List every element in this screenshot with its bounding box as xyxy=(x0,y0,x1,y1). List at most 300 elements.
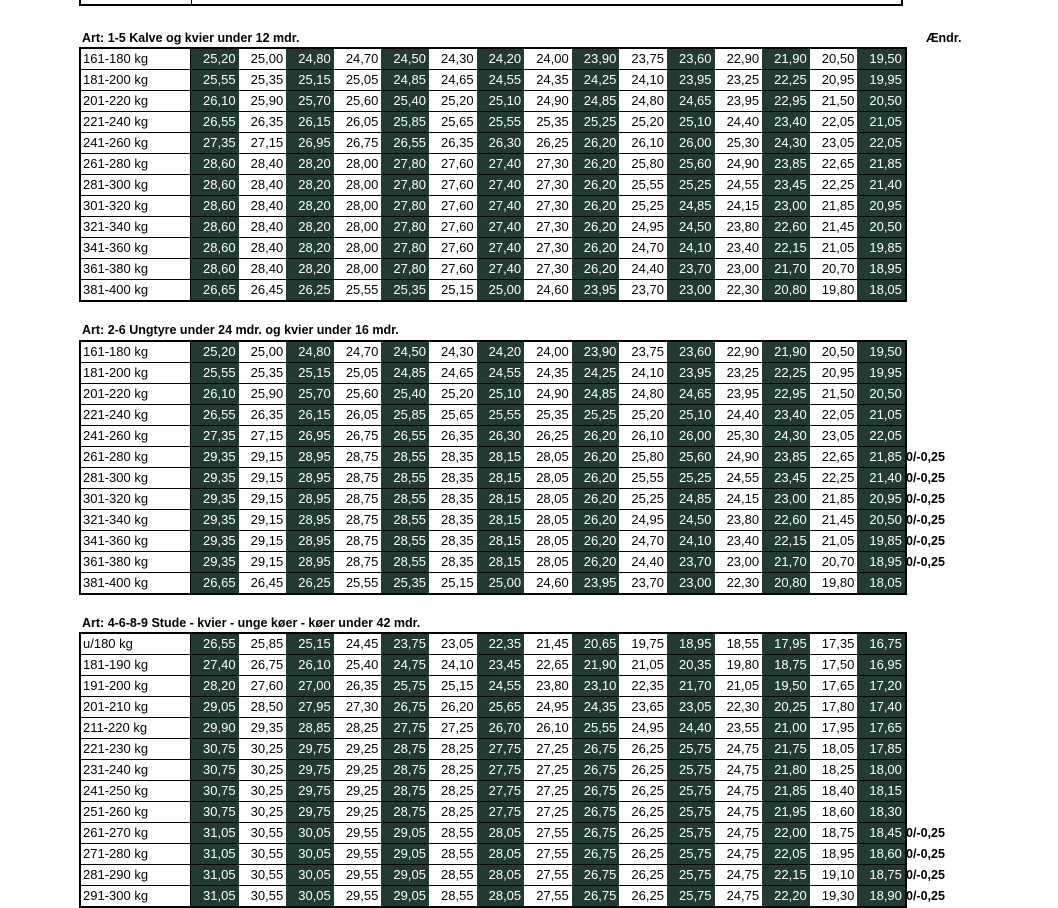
price-cell: 28,00 xyxy=(334,175,382,195)
table-row xyxy=(81,426,905,447)
weight-class-label: 321-340 kg xyxy=(81,510,191,530)
price-cell: 25,75 xyxy=(667,844,715,864)
price-cell: 26,45 xyxy=(239,573,287,593)
price-cell: 24,65 xyxy=(429,70,477,90)
price-cell: 17,95 xyxy=(810,718,858,738)
price-cell: 25,55 xyxy=(191,363,239,383)
price-cell: 25,75 xyxy=(667,886,715,906)
price-cell: 24,15 xyxy=(715,489,763,509)
price-cell: 27,55 xyxy=(524,823,572,843)
price-cell: 19,85 xyxy=(857,238,905,258)
price-cell: 29,55 xyxy=(334,886,382,906)
price-cell: 28,25 xyxy=(334,718,382,738)
price-cell: 28,55 xyxy=(429,865,477,885)
table-row xyxy=(81,468,905,489)
price-cell: 23,90 xyxy=(572,342,620,362)
price-cell: 24,20 xyxy=(477,49,525,69)
price-cell: 28,20 xyxy=(286,154,334,174)
price-cell: 25,25 xyxy=(667,468,715,488)
price-cell: 26,20 xyxy=(572,447,620,467)
weight-class-label: 361-380 kg xyxy=(81,259,191,279)
price-cell: 26,25 xyxy=(619,760,667,780)
price-cell: 25,10 xyxy=(477,91,525,111)
table-row xyxy=(81,363,905,384)
price-cell: 27,60 xyxy=(429,238,477,258)
weight-class-label: 181-200 kg xyxy=(81,70,191,90)
price-cell: 24,95 xyxy=(524,697,572,717)
price-cell: 25,85 xyxy=(239,634,287,654)
price-cell: 25,55 xyxy=(191,70,239,90)
price-cell: 24,85 xyxy=(381,70,429,90)
price-cell: 26,30 xyxy=(477,426,525,446)
price-cell: 24,60 xyxy=(524,573,572,593)
price-cell: 29,75 xyxy=(286,739,334,759)
price-cell: 30,25 xyxy=(239,760,287,780)
price-cell: 23,95 xyxy=(715,384,763,404)
price-cell: 23,60 xyxy=(667,342,715,362)
price-cell: 26,45 xyxy=(239,280,287,300)
price-cell: 26,35 xyxy=(239,112,287,132)
price-cell: 30,75 xyxy=(191,802,239,822)
price-cell: 18,05 xyxy=(857,573,905,593)
price-cell: 24,35 xyxy=(524,70,572,90)
price-cell: 28,35 xyxy=(429,447,477,467)
price-change-note: 0/-0,25 xyxy=(906,847,945,861)
price-cell: 25,15 xyxy=(286,70,334,90)
price-cell: 19,80 xyxy=(715,655,763,675)
price-cell: 24,10 xyxy=(667,531,715,551)
weight-class-label: 291-300 kg xyxy=(81,886,191,906)
price-cell: 25,65 xyxy=(429,405,477,425)
price-cell: 24,50 xyxy=(667,510,715,530)
price-cell: 21,85 xyxy=(857,154,905,174)
price-cell: 28,05 xyxy=(477,823,525,843)
price-cell: 25,80 xyxy=(619,447,667,467)
price-cell: 26,75 xyxy=(572,760,620,780)
price-cell: 25,40 xyxy=(381,384,429,404)
price-cell: 22,65 xyxy=(810,154,858,174)
section-title: Art: 1-5 Kalve og kvier under 12 mdr. xyxy=(82,31,300,45)
price-cell: 18,60 xyxy=(810,802,858,822)
price-cell: 27,40 xyxy=(477,238,525,258)
weight-class-label: 241-260 kg xyxy=(81,426,191,446)
price-cell: 30,25 xyxy=(239,739,287,759)
price-cell: 28,05 xyxy=(524,552,572,572)
price-cell: 24,10 xyxy=(429,655,477,675)
price-cell: 23,00 xyxy=(667,280,715,300)
price-cell: 18,95 xyxy=(857,552,905,572)
price-cell: 30,05 xyxy=(286,886,334,906)
price-cell: 26,25 xyxy=(524,426,572,446)
price-cell: 20,70 xyxy=(810,259,858,279)
price-cell: 19,75 xyxy=(619,634,667,654)
price-cell: 28,55 xyxy=(381,489,429,509)
price-cell: 29,35 xyxy=(191,510,239,530)
price-cell: 24,25 xyxy=(572,363,620,383)
price-cell: 28,15 xyxy=(477,489,525,509)
price-cell: 25,75 xyxy=(667,781,715,801)
price-cell: 29,55 xyxy=(334,865,382,885)
price-cell: 29,55 xyxy=(334,823,382,843)
price-cell: 25,00 xyxy=(239,342,287,362)
table-row xyxy=(81,886,905,906)
table-row xyxy=(81,91,905,112)
price-cell: 29,15 xyxy=(239,468,287,488)
price-cell: 28,55 xyxy=(381,531,429,551)
price-cell: 27,35 xyxy=(191,426,239,446)
price-cell: 28,35 xyxy=(429,552,477,572)
price-cell: 25,10 xyxy=(667,112,715,132)
price-cell: 25,55 xyxy=(334,573,382,593)
price-cell: 27,60 xyxy=(429,217,477,237)
price-cell: 18,30 xyxy=(857,802,905,822)
price-cell: 16,75 xyxy=(857,634,905,654)
price-cell: 26,65 xyxy=(191,280,239,300)
price-cell: 24,65 xyxy=(429,363,477,383)
price-cell: 20,50 xyxy=(857,510,905,530)
price-cell: 27,15 xyxy=(239,426,287,446)
table-row xyxy=(81,280,905,300)
price-cell: 26,15 xyxy=(286,405,334,425)
price-cell: 19,80 xyxy=(810,280,858,300)
price-cell: 27,80 xyxy=(381,259,429,279)
price-cell: 28,40 xyxy=(239,175,287,195)
price-cell: 24,55 xyxy=(477,363,525,383)
price-cell: 28,75 xyxy=(381,760,429,780)
price-cell: 26,25 xyxy=(286,280,334,300)
price-cell: 27,25 xyxy=(524,802,572,822)
price-cell: 25,05 xyxy=(334,363,382,383)
price-cell: 28,60 xyxy=(191,238,239,258)
price-cell: 28,20 xyxy=(286,259,334,279)
weight-class-label: 341-360 kg xyxy=(81,238,191,258)
price-cell: 26,20 xyxy=(572,489,620,509)
price-cell: 27,80 xyxy=(381,196,429,216)
price-cell: 26,75 xyxy=(572,739,620,759)
price-cell: 26,20 xyxy=(572,133,620,153)
price-cell: 19,10 xyxy=(810,865,858,885)
price-cell: 18,05 xyxy=(810,739,858,759)
price-cell: 25,75 xyxy=(667,760,715,780)
price-table xyxy=(79,632,907,908)
price-change-note: 0/-0,25 xyxy=(906,889,945,903)
price-cell: 24,80 xyxy=(286,49,334,69)
price-cell: 26,20 xyxy=(572,552,620,572)
price-cell: 28,75 xyxy=(381,781,429,801)
price-cell: 23,25 xyxy=(715,363,763,383)
price-cell: 30,55 xyxy=(239,844,287,864)
price-cell: 29,75 xyxy=(286,760,334,780)
price-cell: 21,80 xyxy=(762,760,810,780)
price-cell: 24,30 xyxy=(429,342,477,362)
price-cell: 27,55 xyxy=(524,886,572,906)
price-cell: 22,05 xyxy=(810,405,858,425)
price-cell: 24,85 xyxy=(572,384,620,404)
price-cell: 28,15 xyxy=(477,531,525,551)
price-cell: 29,05 xyxy=(191,697,239,717)
price-cell: 23,95 xyxy=(572,573,620,593)
price-cell: 24,90 xyxy=(715,154,763,174)
price-cell: 30,05 xyxy=(286,865,334,885)
price-cell: 26,20 xyxy=(572,426,620,446)
price-cell: 20,25 xyxy=(762,697,810,717)
price-cell: 20,70 xyxy=(810,552,858,572)
table-row xyxy=(81,259,905,280)
price-cell: 28,20 xyxy=(286,217,334,237)
price-cell: 24,35 xyxy=(524,363,572,383)
price-cell: 26,75 xyxy=(572,823,620,843)
price-cell: 24,70 xyxy=(619,238,667,258)
price-cell: 31,05 xyxy=(191,823,239,843)
table-row xyxy=(81,112,905,133)
price-cell: 22,05 xyxy=(762,844,810,864)
price-cell: 23,45 xyxy=(762,468,810,488)
price-cell: 28,25 xyxy=(429,802,477,822)
price-cell: 24,60 xyxy=(524,280,572,300)
price-cell: 26,10 xyxy=(191,384,239,404)
price-cell: 20,95 xyxy=(857,489,905,509)
section-title: Art: 2-6 Ungtyre under 24 mdr. og kvier under 16 mdr. xyxy=(82,323,399,337)
price-cell: 24,50 xyxy=(381,49,429,69)
price-cell: 26,00 xyxy=(667,133,715,153)
price-cell: 27,30 xyxy=(524,217,572,237)
price-cell: 23,05 xyxy=(810,133,858,153)
price-cell: 25,60 xyxy=(334,384,382,404)
price-cell: 27,60 xyxy=(239,676,287,696)
price-cell: 31,05 xyxy=(191,844,239,864)
price-cell: 25,35 xyxy=(381,573,429,593)
weight-class-label: 381-400 kg xyxy=(81,280,191,300)
price-cell: 24,20 xyxy=(477,342,525,362)
price-cell: 23,90 xyxy=(572,49,620,69)
price-cell: 21,90 xyxy=(572,655,620,675)
price-cell: 25,35 xyxy=(239,70,287,90)
price-cell: 24,40 xyxy=(715,405,763,425)
price-cell: 18,90 xyxy=(857,886,905,906)
price-cell: 27,25 xyxy=(524,739,572,759)
price-cell: 24,75 xyxy=(715,760,763,780)
price-cell: 28,20 xyxy=(286,175,334,195)
price-cell: 21,85 xyxy=(810,196,858,216)
section-title: Art: 4-6-8-9 Stude - kvier - unge køer - køer under 42 mdr. xyxy=(82,616,421,630)
weight-class-label: 211-220 kg xyxy=(81,718,191,738)
price-cell: 20,50 xyxy=(810,342,858,362)
price-cell: 22,90 xyxy=(715,342,763,362)
price-cell: 28,75 xyxy=(381,802,429,822)
price-cell: 22,60 xyxy=(762,510,810,530)
price-cell: 24,40 xyxy=(619,259,667,279)
price-cell: 20,65 xyxy=(572,634,620,654)
price-cell: 21,45 xyxy=(810,510,858,530)
price-cell: 28,40 xyxy=(239,154,287,174)
price-cell: 17,35 xyxy=(810,634,858,654)
price-cell: 22,25 xyxy=(810,175,858,195)
price-cell: 26,20 xyxy=(572,259,620,279)
price-cell: 24,55 xyxy=(477,70,525,90)
price-cell: 28,25 xyxy=(429,739,477,759)
price-cell: 28,35 xyxy=(429,468,477,488)
price-cell: 28,40 xyxy=(239,217,287,237)
table-row xyxy=(81,760,905,781)
table-row xyxy=(81,802,905,823)
price-cell: 25,85 xyxy=(381,405,429,425)
price-cell: 28,00 xyxy=(334,259,382,279)
price-cell: 25,15 xyxy=(286,363,334,383)
price-cell: 24,85 xyxy=(667,489,715,509)
price-cell: 19,30 xyxy=(810,886,858,906)
weight-class-label: 181-200 kg xyxy=(81,363,191,383)
price-cell: 28,75 xyxy=(334,552,382,572)
price-cell: 25,70 xyxy=(286,91,334,111)
price-cell: 20,35 xyxy=(667,655,715,675)
weight-class-label: 201-220 kg xyxy=(81,384,191,404)
price-cell: 29,05 xyxy=(381,886,429,906)
price-cell: 25,25 xyxy=(619,196,667,216)
table-row xyxy=(81,676,905,697)
price-cell: 26,65 xyxy=(191,573,239,593)
table-row xyxy=(81,634,905,655)
price-cell: 29,75 xyxy=(286,802,334,822)
price-cell: 17,50 xyxy=(810,655,858,675)
price-cell: 23,40 xyxy=(762,405,810,425)
price-cell: 22,35 xyxy=(477,634,525,654)
price-cell: 26,75 xyxy=(381,697,429,717)
price-cell: 27,30 xyxy=(524,175,572,195)
price-cell: 26,75 xyxy=(572,844,620,864)
price-cell: 22,15 xyxy=(762,865,810,885)
price-cell: 25,80 xyxy=(619,154,667,174)
price-cell: 21,95 xyxy=(762,802,810,822)
price-cell: 27,55 xyxy=(524,865,572,885)
price-cell: 25,75 xyxy=(667,802,715,822)
price-cell: 28,50 xyxy=(239,697,287,717)
price-cell: 24,40 xyxy=(667,718,715,738)
price-cell: 24,30 xyxy=(762,133,810,153)
price-cell: 25,25 xyxy=(572,405,620,425)
price-cell: 30,75 xyxy=(191,760,239,780)
price-cell: 24,75 xyxy=(715,823,763,843)
price-cell: 23,00 xyxy=(715,259,763,279)
price-cell: 21,70 xyxy=(762,259,810,279)
price-cell: 22,30 xyxy=(715,697,763,717)
price-cell: 21,05 xyxy=(810,531,858,551)
price-cell: 26,10 xyxy=(286,655,334,675)
price-cell: 29,75 xyxy=(286,781,334,801)
price-cell: 28,00 xyxy=(334,238,382,258)
price-cell: 23,00 xyxy=(762,196,810,216)
price-cell: 25,60 xyxy=(667,447,715,467)
table-row xyxy=(81,844,905,865)
price-cell: 17,95 xyxy=(762,634,810,654)
price-cell: 18,00 xyxy=(857,760,905,780)
price-cell: 27,35 xyxy=(191,133,239,153)
price-cell: 28,00 xyxy=(334,217,382,237)
price-cell: 28,05 xyxy=(477,865,525,885)
table-row xyxy=(81,405,905,426)
price-cell: 27,60 xyxy=(429,154,477,174)
table-row xyxy=(81,384,905,405)
price-cell: 28,95 xyxy=(286,489,334,509)
price-cell: 24,90 xyxy=(524,91,572,111)
table-row xyxy=(81,697,905,718)
weight-class-label: 261-280 kg xyxy=(81,447,191,467)
weight-class-label: 201-210 kg xyxy=(81,697,191,717)
price-cell: 23,80 xyxy=(715,510,763,530)
price-cell: 26,25 xyxy=(619,844,667,864)
price-cell: 23,25 xyxy=(715,70,763,90)
price-cell: 26,20 xyxy=(572,175,620,195)
price-cell: 18,15 xyxy=(857,781,905,801)
price-cell: 18,75 xyxy=(857,865,905,885)
price-cell: 23,45 xyxy=(477,655,525,675)
price-cell: 19,50 xyxy=(762,676,810,696)
weight-class-label: 221-240 kg xyxy=(81,112,191,132)
price-cell: 24,85 xyxy=(381,363,429,383)
price-cell: 28,75 xyxy=(334,489,382,509)
price-cell: 23,40 xyxy=(715,531,763,551)
price-cell: 28,00 xyxy=(334,196,382,216)
price-cell: 26,25 xyxy=(619,823,667,843)
price-cell: 23,95 xyxy=(667,70,715,90)
price-cell: 26,20 xyxy=(572,468,620,488)
price-cell: 26,55 xyxy=(381,426,429,446)
price-cell: 23,75 xyxy=(381,634,429,654)
price-cell: 19,85 xyxy=(857,531,905,551)
price-cell: 24,30 xyxy=(762,426,810,446)
price-cell: 25,75 xyxy=(381,676,429,696)
price-cell: 29,35 xyxy=(191,531,239,551)
price-cell: 28,95 xyxy=(286,531,334,551)
price-cell: 18,55 xyxy=(715,634,763,654)
price-cell: 27,75 xyxy=(477,760,525,780)
price-cell: 29,05 xyxy=(381,865,429,885)
price-cell: 21,85 xyxy=(762,781,810,801)
price-cell: 23,00 xyxy=(762,489,810,509)
price-cell: 25,55 xyxy=(572,718,620,738)
price-cell: 25,20 xyxy=(429,91,477,111)
table-row xyxy=(81,573,905,593)
price-cell: 28,60 xyxy=(191,217,239,237)
price-cell: 28,05 xyxy=(524,531,572,551)
price-cell: 28,95 xyxy=(286,447,334,467)
price-cell: 27,60 xyxy=(429,175,477,195)
price-cell: 20,80 xyxy=(762,280,810,300)
price-cell: 25,55 xyxy=(334,280,382,300)
price-cell: 22,15 xyxy=(762,531,810,551)
price-cell: 29,35 xyxy=(191,552,239,572)
price-cell: 23,70 xyxy=(619,573,667,593)
price-cell: 25,15 xyxy=(429,280,477,300)
price-cell: 26,10 xyxy=(524,718,572,738)
price-cell: 18,40 xyxy=(810,781,858,801)
price-cell: 26,20 xyxy=(572,154,620,174)
price-cell: 26,35 xyxy=(334,676,382,696)
price-cell: 28,75 xyxy=(334,447,382,467)
price-cell: 21,50 xyxy=(810,384,858,404)
price-cell: 23,05 xyxy=(429,634,477,654)
price-cell: 28,00 xyxy=(334,154,382,174)
price-cell: 21,45 xyxy=(524,634,572,654)
price-cell: 27,95 xyxy=(286,697,334,717)
price-cell: 25,70 xyxy=(286,384,334,404)
weight-class-label: 201-220 kg xyxy=(81,91,191,111)
price-cell: 25,20 xyxy=(619,112,667,132)
price-cell: 26,75 xyxy=(572,886,620,906)
price-cell: 21,70 xyxy=(667,676,715,696)
price-cell: 23,70 xyxy=(667,552,715,572)
price-cell: 24,80 xyxy=(619,384,667,404)
price-cell: 24,75 xyxy=(715,886,763,906)
